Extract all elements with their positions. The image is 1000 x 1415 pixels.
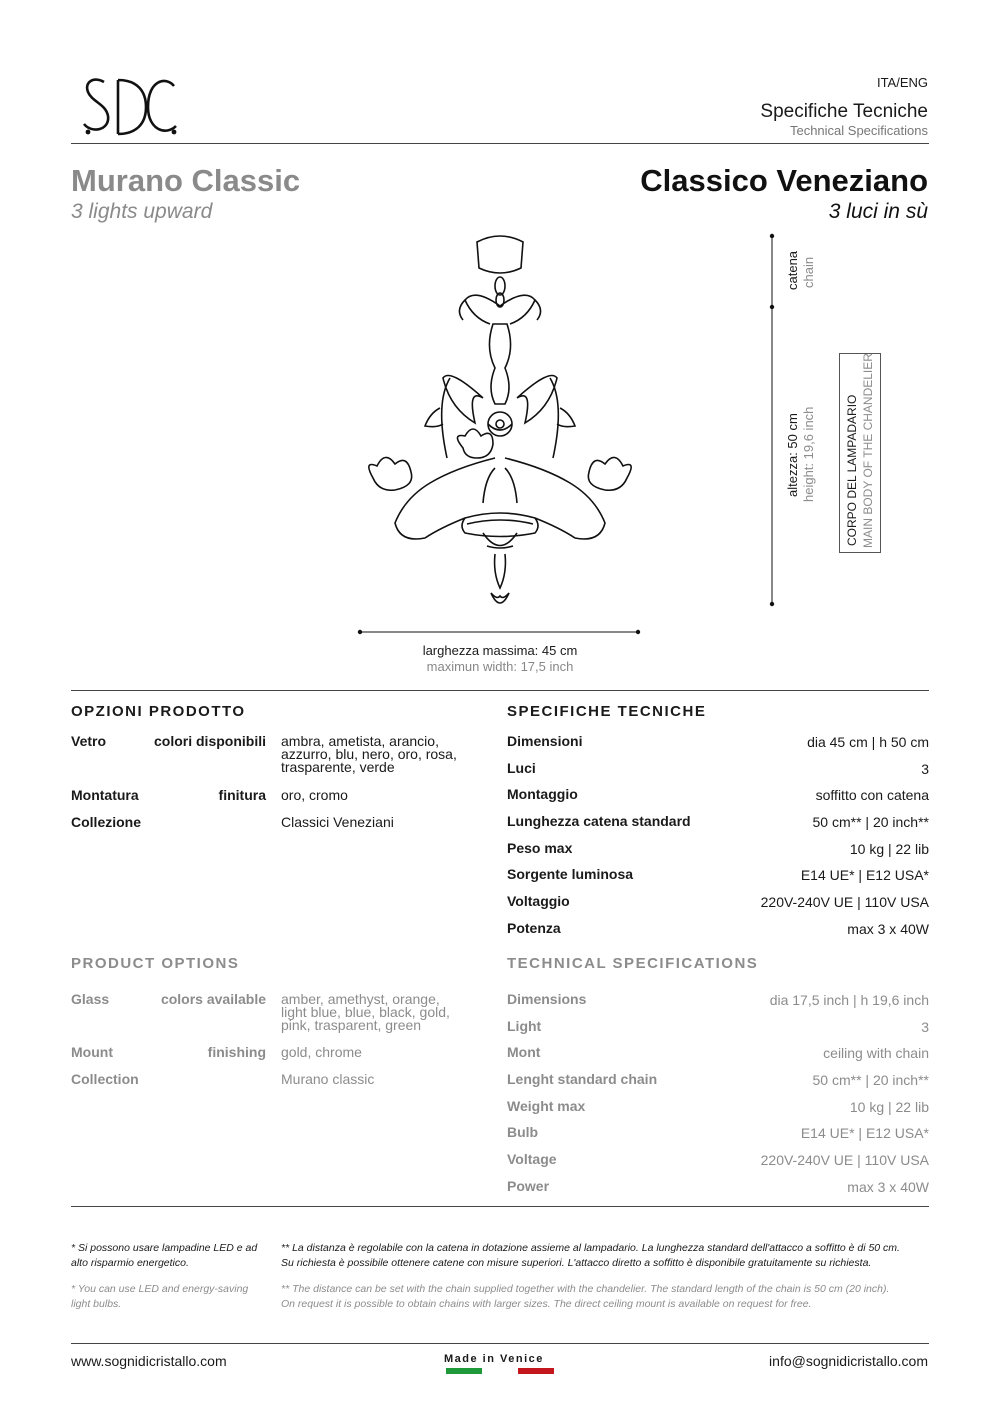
note-led-it: * Si possono usare lampadine LED e ad alto risparmio energetico. <box>71 1242 258 1269</box>
specs-table-it <box>507 733 929 947</box>
mount-label-en: Mount <box>71 1044 113 1060</box>
spec-row: Mont ceiling with chain <box>507 1044 929 1062</box>
spec-row: Lenght standard chain 50 cm** | 20 inch** <box>507 1071 929 1089</box>
glass-label-it: Vetro <box>71 733 107 749</box>
email-link[interactable]: info@sognidicristallo.com <box>769 1353 928 1369</box>
mount-sub-en: finishing <box>207 1044 266 1060</box>
mount-label-it: Montatura <box>71 787 139 803</box>
mount-value-it: oro, cromo <box>281 787 348 803</box>
header-divider <box>71 143 929 144</box>
website-link[interactable]: www.sognidicristallo.com <box>71 1353 227 1369</box>
product-name-it: Classico Veneziano <box>640 163 928 198</box>
section-divider-bottom <box>71 1206 929 1207</box>
specs-title-en: TECHNICAL SPECIFICATIONS <box>507 955 759 972</box>
body-label-en: MAIN BODY OF THE CHANDELIER <box>861 353 875 548</box>
flag-white <box>482 1368 518 1374</box>
width-label-it: larghezza massima: 45 cm <box>422 643 578 658</box>
note-chain-en: ** The distance can be set with the chain supplied together with the chandelier. The standard length of the chain is 50 cm (20 inch). On request it is possible to obtain chains with larger sizes. The direct ceiling mount is available on request for free. <box>281 1283 890 1310</box>
spec-row: Power max 3 x 40W <box>507 1177 929 1195</box>
glass-sub-en: colors available <box>160 991 266 1007</box>
spec-row: Bulb E14 UE* | E12 USA* <box>507 1124 929 1142</box>
width-label-en: maximun width: 17,5 inch <box>426 659 574 674</box>
spec-row: Dimensioni dia 45 cm | h 50 cm <box>507 733 929 750</box>
specs-title-it: SPECIFICHE TECNICHE <box>507 703 707 720</box>
spec-row: Montaggio soffitto con catena <box>507 786 929 804</box>
chain-label-en: chain <box>801 256 816 288</box>
collection-value-it: Classici Veneziani <box>281 814 394 830</box>
glass-label-en: Glass <box>71 991 110 1007</box>
spec-row: Potenza max 3 x 40W <box>507 919 929 937</box>
language-label: ITA/ENG <box>876 75 928 90</box>
spec-row: Lunghezza catena standard 50 cm** | 20 inch** <box>507 813 929 831</box>
chain-label-it: catena <box>785 250 800 290</box>
spec-row: Dimensions dia 17,5 inch | h 19,6 inch <box>507 991 929 1008</box>
body-label-it: CORPO DEL LAMPADARIO <box>845 394 859 546</box>
glass-values-en: amber, amethyst, orange, light blue, blue, black, gold, pink, trasparent, green <box>281 991 450 1033</box>
spec-row: Voltage 220V-240V UE | 110V USA <box>507 1151 929 1169</box>
spec-title-it: Specifiche Tecniche <box>760 101 928 122</box>
spec-title-en: Technical Specifications <box>789 123 928 138</box>
product-name-en: Murano Classic <box>71 163 301 198</box>
product-sub-en: 3 lights upward <box>71 200 213 223</box>
spec-row: Light 3 <box>507 1017 929 1035</box>
glass-sub-it: colori disponibili <box>154 733 266 749</box>
chandelier-drawing <box>355 228 655 618</box>
collection-label-en: Collection <box>71 1071 139 1087</box>
options-title-en: PRODUCT OPTIONS <box>71 955 240 972</box>
product-sub-it: 3 luci in sù <box>828 200 928 223</box>
specs-table-en <box>507 991 929 1205</box>
collection-label-it: Collezione <box>71 814 142 830</box>
mount-sub-it: finitura <box>218 787 266 803</box>
made-in-venice-label: Made in Venice <box>444 1353 544 1365</box>
height-label-it: altezza: 50 cm <box>785 413 800 497</box>
spec-row: Voltaggio 220V-240V UE | 110V USA <box>507 893 929 911</box>
note-led-en: * You can use LED and energy-saving light bulbs. <box>71 1283 249 1310</box>
section-divider-top <box>71 690 929 691</box>
note-chain-it: ** La distanza è regolabile con la catena in dotazione assieme al lampadario. La lunghezza standard dell'attacco a soffitto è di 50 cm. Su richiesta è possibile ottenere catene con misure superiori. L'attacco diretto a soffitto è disponibile gratuitamente su richiesta. <box>281 1242 900 1269</box>
footer-divider <box>71 1343 929 1344</box>
spec-row: Sorgente luminosa E14 UE* | E12 USA* <box>507 866 929 884</box>
sdc-logo <box>80 72 180 140</box>
height-label-en: height: 19,6 inch <box>801 406 816 502</box>
spec-row: Peso max 10 kg | 22 lib <box>507 839 929 857</box>
italian-flag-bar <box>446 1368 554 1374</box>
mount-value-en: gold, chrome <box>281 1044 362 1060</box>
spec-row: Luci 3 <box>507 759 929 777</box>
flag-red <box>518 1368 554 1374</box>
collection-value-en: Murano classic <box>281 1071 375 1087</box>
flag-green <box>446 1368 482 1374</box>
spec-row: Weight max 10 kg | 22 lib <box>507 1097 929 1115</box>
options-title-it: OPZIONI PRODOTTO <box>71 703 246 720</box>
glass-values-it: ambra, ametista, arancio, azzurro, blu, nero, oro, rosa, trasparente, verde <box>281 733 457 775</box>
